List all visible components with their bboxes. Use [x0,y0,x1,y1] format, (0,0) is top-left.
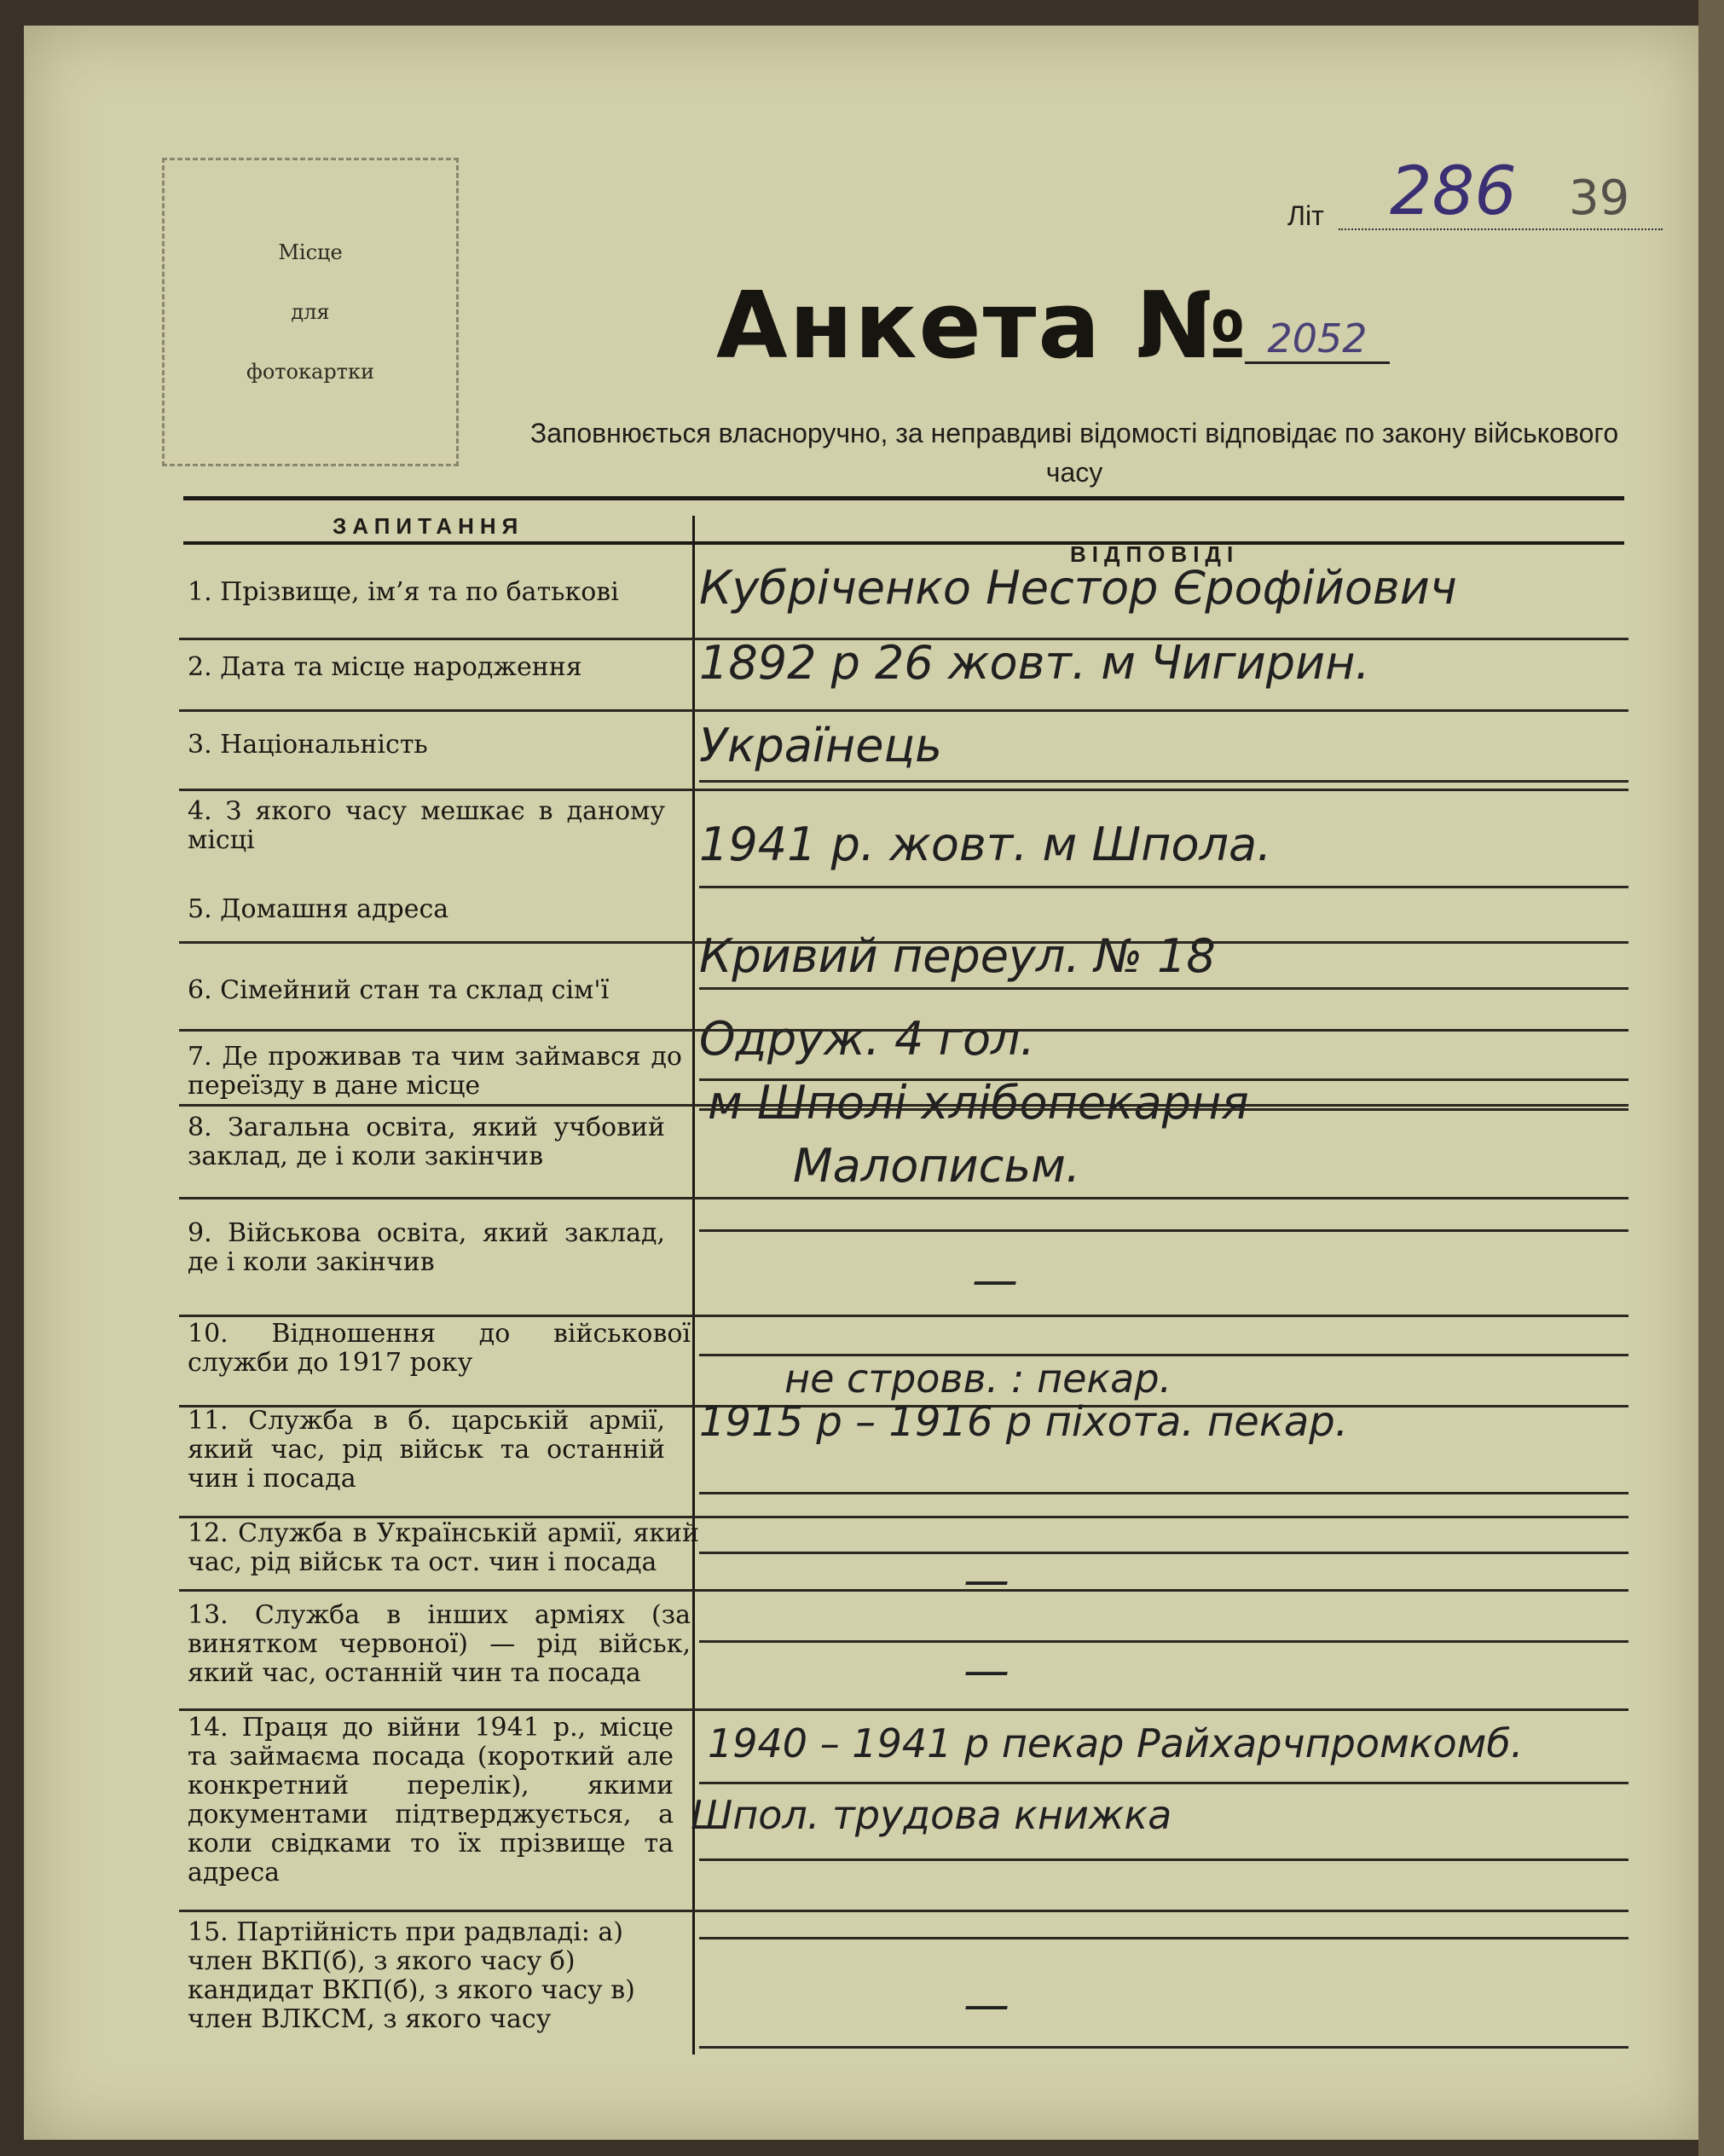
questions-column-header: ЗАПИТАННЯ [333,513,524,539]
answer-7[interactable]: м Шполі хлібопекарня [708,1076,1249,1130]
row-divider [179,1910,1629,1912]
header-rule-bottom [183,541,1624,545]
answer-underline [699,1937,1629,1939]
answer-underline [699,886,1629,888]
answer-14[interactable]: 1940 – 1941 р пекар Райхарчпромкомб. [708,1720,1524,1766]
answer-15[interactable]: — [963,1978,1010,2032]
question-4: 4. З якого часу мешкає в даному місці [188,796,665,855]
answer-8[interactable]: Малописьм. [793,1139,1081,1193]
photo-label-line-1: Місце [278,240,343,264]
row-divider [179,1315,1629,1317]
row-divider [179,1197,1629,1199]
answer-underline [699,780,1629,783]
answer-underline [699,1108,1629,1111]
answer-underline [699,1782,1629,1784]
answer-11[interactable]: 1915 р – 1916 р піхота. пекар. [699,1398,1348,1446]
answer-12[interactable]: — [963,1553,1010,1607]
question-1: 1. Прізвище, ім’я та по батькові [188,577,619,607]
answer-underline [699,2046,1629,2049]
row-divider [179,1029,1629,1032]
photo-placeholder-box [162,158,459,466]
row-divider [179,789,1629,791]
questionnaire-sheet [24,26,1702,2140]
question-6: 6. Сімейний стан та склад сім'ї [188,975,610,1005]
form-number: 2052 [1245,315,1390,364]
answer-6[interactable]: Одруж. 4 гол. [699,1012,1035,1066]
row-divider [179,709,1629,712]
question-11: 11. Служба в б. царській армії, який час, рід військ та останній чин і посада [188,1406,665,1494]
answer-underline [699,1640,1629,1643]
question-9: 9. Військова освіта, який заклад, де і коли закінчив [188,1218,665,1277]
lit-label: Літ [1287,200,1324,231]
answer-1[interactable]: Кубріченко Нестор Єрофійович [699,561,1457,615]
answer-14-line-2[interactable]: Шпол. трудова книжка [691,1792,1172,1838]
form-subtitle: Заповнюється власноручно, за неправдиві відомості відповідає по закону військового часу [529,418,1619,488]
lit-number-old: 39 [1569,171,1630,226]
answer-4[interactable]: 1941 р. жовт. м Шпола. [699,818,1272,871]
row-divider [179,941,1629,944]
photo-label-line-2: для [291,300,330,324]
row-divider [179,1589,1629,1592]
form-title: Анкета № [716,273,1248,379]
header-rule-top [183,496,1624,500]
question-13: 13. Служба в інших арміях (за винятком червоної) — рід військ, який час, останній чин та посада [188,1600,691,1688]
answers-column-header: ВІДПОВІДІ [1070,541,1240,567]
answer-2[interactable]: 1892 р 26 жовт. м Чигирин. [699,636,1370,690]
question-7: 7. Де проживав та чим займався до переїзду в дане місце [188,1042,682,1101]
row-divider [179,1708,1629,1711]
answer-9[interactable]: — [972,1253,1018,1307]
page-edge [1698,0,1724,2156]
question-10: 10. Відношення до військової служби до 1917 року [188,1319,691,1378]
answer-13[interactable]: — [963,1644,1010,1697]
question-5: 5. Домашня адреса [188,894,449,924]
question-3: 3. Національність [188,730,428,760]
question-15: 15. Партійність при радвладі: а) член ВКП(б), з якого часу б) кандидат ВКП(б), з якого часу в) член ВЛКСМ, з якого часу [188,1917,635,2034]
answer-underline [699,1858,1629,1861]
answer-10[interactable]: не стровв. : пекар. [784,1355,1172,1402]
answer-5[interactable]: Кривий переул. № 18 [699,929,1216,983]
question-12: 12. Служба в Українській армії, який час, рід військ та ост. чин і посада [188,1518,699,1577]
lit-number: 286 [1390,153,1517,230]
answer-underline [699,1229,1629,1232]
question-8: 8. Загальна освіта, який учбовий заклад, де і коли закінчив [188,1113,665,1171]
answer-underline [699,1492,1629,1494]
photo-label-line-3: фотокартки [246,360,374,384]
answer-underline [699,987,1629,990]
question-14: 14. Праця до війни 1941 р., місце та займаєма посада (короткий але конкретний перелік), якими документами підтверджується, а коли свідками то їх прізвище та адреса [188,1713,674,1887]
question-2: 2. Дата та місце народження [188,652,582,682]
answer-3[interactable]: Українець [699,719,943,772]
